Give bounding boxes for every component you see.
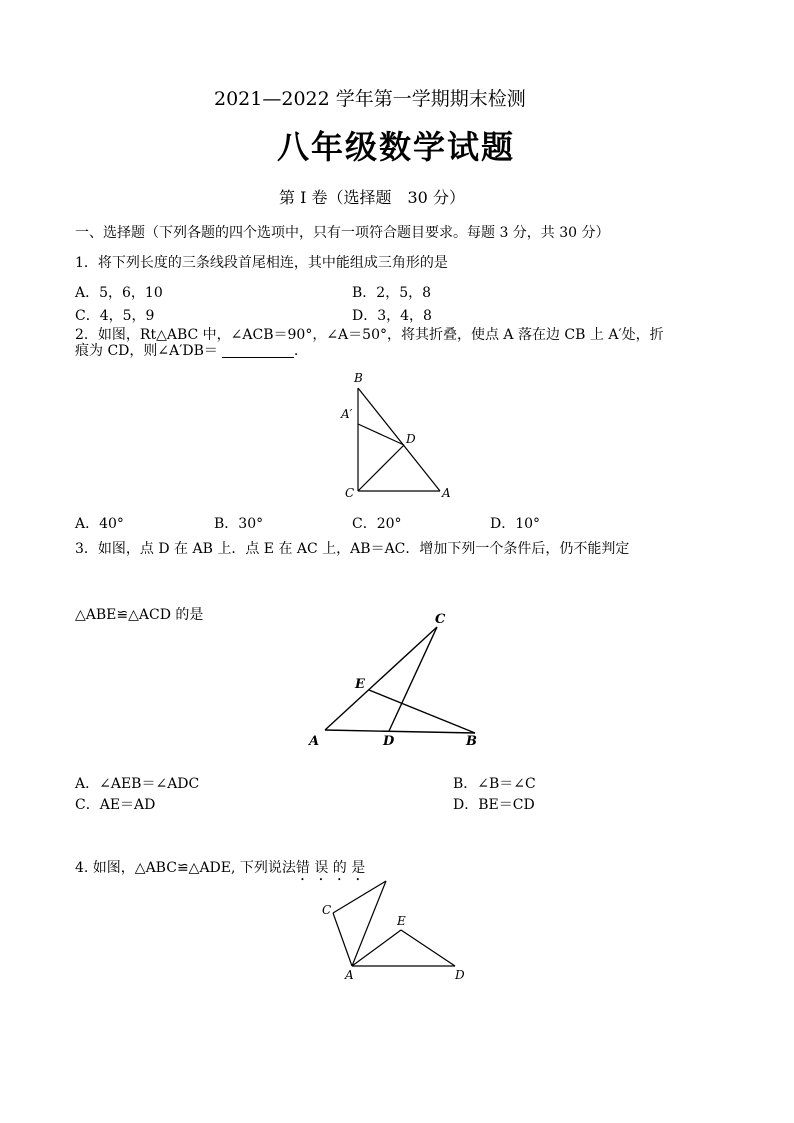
q3-option-c: C．AE＝AD bbox=[75, 797, 156, 813]
q3-option-a: A．∠AEB＝∠ADC bbox=[75, 776, 200, 792]
q3-label-b: B bbox=[466, 734, 477, 749]
q2-option-d: D．10° bbox=[490, 516, 541, 532]
q4-label-d: D bbox=[455, 968, 465, 982]
q2-label-b: B bbox=[354, 371, 363, 385]
q3-option-b: B．∠B＝∠C bbox=[453, 776, 536, 792]
q2-stem-line1: 2．如图，Rt△ABC 中，∠ACB＝90°，∠A＝50°，将其折叠，使点 A 落在边 CB 上 A′处，折 bbox=[75, 327, 664, 343]
q3-label-c: C bbox=[435, 612, 446, 627]
q2-stem-period: . bbox=[293, 343, 299, 359]
q4-label-a: A bbox=[345, 968, 354, 982]
q3-stem-line2: △ABE≌△ACD 的是 bbox=[75, 607, 204, 623]
exam-year-title: 2021—2022 学年第一学期期末检测 bbox=[214, 88, 526, 110]
q2-option-a: A．40° bbox=[75, 516, 124, 532]
q2-label-d: D bbox=[406, 432, 416, 446]
q3-option-d: D．BE＝CD bbox=[453, 797, 535, 813]
q4-edge-ac bbox=[333, 913, 352, 966]
q2-label-c: C bbox=[345, 486, 355, 500]
q2-option-b: B．30° bbox=[214, 516, 264, 532]
q4-label-c: C bbox=[322, 903, 332, 917]
q1-option-a: A．5，6，10 bbox=[75, 285, 163, 301]
q2-label-a-prime: A′ bbox=[341, 407, 353, 421]
q3-label-e: E bbox=[355, 677, 365, 692]
q2-stem-text: 痕为 CD，则∠A′DB＝ bbox=[75, 343, 218, 359]
q4-edge-ed bbox=[401, 930, 455, 966]
q3-stem-line1: 3．如图，点 D 在 AB 上．点 E 在 AC 上，AB＝AC．增加下列一个条件后，仍不能判定 bbox=[75, 541, 630, 557]
volume-heading: 第 I 卷（选择题 30 分） bbox=[279, 188, 465, 207]
q3-label-a: A bbox=[309, 734, 320, 749]
q4-label-e: E bbox=[397, 914, 406, 928]
section-heading: 一、选择题（下列各题的四个选项中，只有一项符合题目要求。每题 3 分，共 30 分） bbox=[75, 225, 610, 241]
q4-stem-text: 4. 如图，△ABC≌△ADE, 下列说法 bbox=[75, 860, 296, 876]
q1-stem: 1．将下列长度的三条线段首尾相连，其中能组成三角形的是 bbox=[75, 255, 448, 271]
q2-option-c: C．20° bbox=[352, 516, 402, 532]
q4-stem-emphasis: 错 误 的 是 bbox=[295, 860, 366, 876]
page-title: 八年级数学试题 bbox=[277, 128, 516, 166]
q1-option-c: C．4，5，9 bbox=[75, 308, 155, 324]
q3-label-d: D bbox=[383, 734, 395, 749]
q1-option-b: B．2，5，8 bbox=[352, 285, 432, 301]
q1-option-d: D．3，4，8 bbox=[352, 308, 432, 324]
q4-edge-cb bbox=[333, 881, 386, 913]
q2-label-a: A bbox=[442, 486, 451, 500]
